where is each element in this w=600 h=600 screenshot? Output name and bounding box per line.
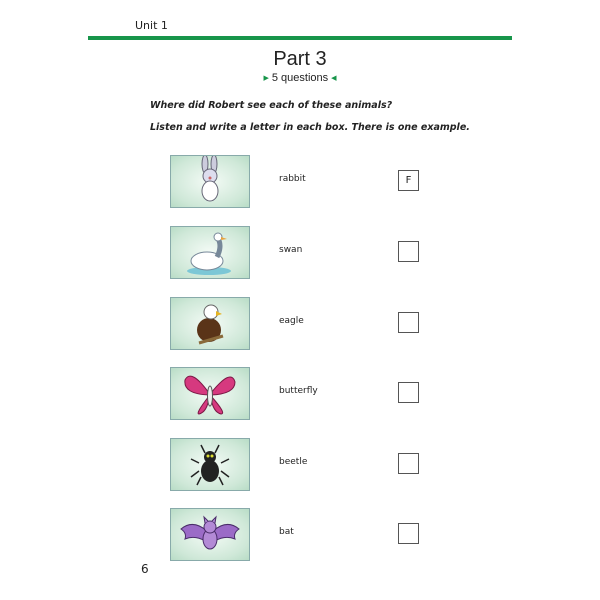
answer-box[interactable] (398, 453, 419, 474)
answer-box[interactable]: F (398, 170, 419, 191)
answer-box[interactable] (398, 312, 419, 333)
animal-label: bat (279, 527, 294, 537)
triangle-left-icon: ◀ (331, 75, 337, 83)
answer-box[interactable] (398, 523, 419, 544)
instruction-task: Listen and write a letter in each box. There is one example. (150, 122, 470, 133)
animal-label: rabbit (279, 174, 306, 184)
butterfly-image (170, 367, 250, 420)
animal-label: butterfly (279, 386, 318, 396)
rabbit-image (170, 155, 250, 208)
item-row-butterfly (170, 367, 430, 419)
question-count: 5 questions (271, 72, 329, 84)
item-row-beetle (170, 438, 430, 490)
answer-box[interactable] (398, 382, 419, 403)
animal-label: swan (279, 245, 303, 255)
animal-label: eagle (279, 316, 304, 326)
swan-image (170, 226, 250, 279)
item-row-swan (170, 226, 430, 278)
item-row-eagle (170, 297, 430, 349)
bat-image (170, 508, 250, 561)
page-title: Part 3 (273, 48, 327, 70)
beetle-image (170, 438, 250, 491)
item-row-rabbit (170, 155, 430, 207)
unit-label: Unit 1 (135, 19, 168, 32)
subtitle (0, 72, 600, 84)
header-divider (88, 36, 512, 40)
animal-label: beetle (279, 457, 308, 467)
item-row-bat (170, 508, 430, 560)
eagle-image (170, 297, 250, 350)
triangle-right-icon: ▶ (263, 75, 269, 83)
instruction-question: Where did Robert see each of these animals? (150, 100, 393, 111)
page-number: 6 (141, 562, 149, 576)
answer-box[interactable] (398, 241, 419, 262)
